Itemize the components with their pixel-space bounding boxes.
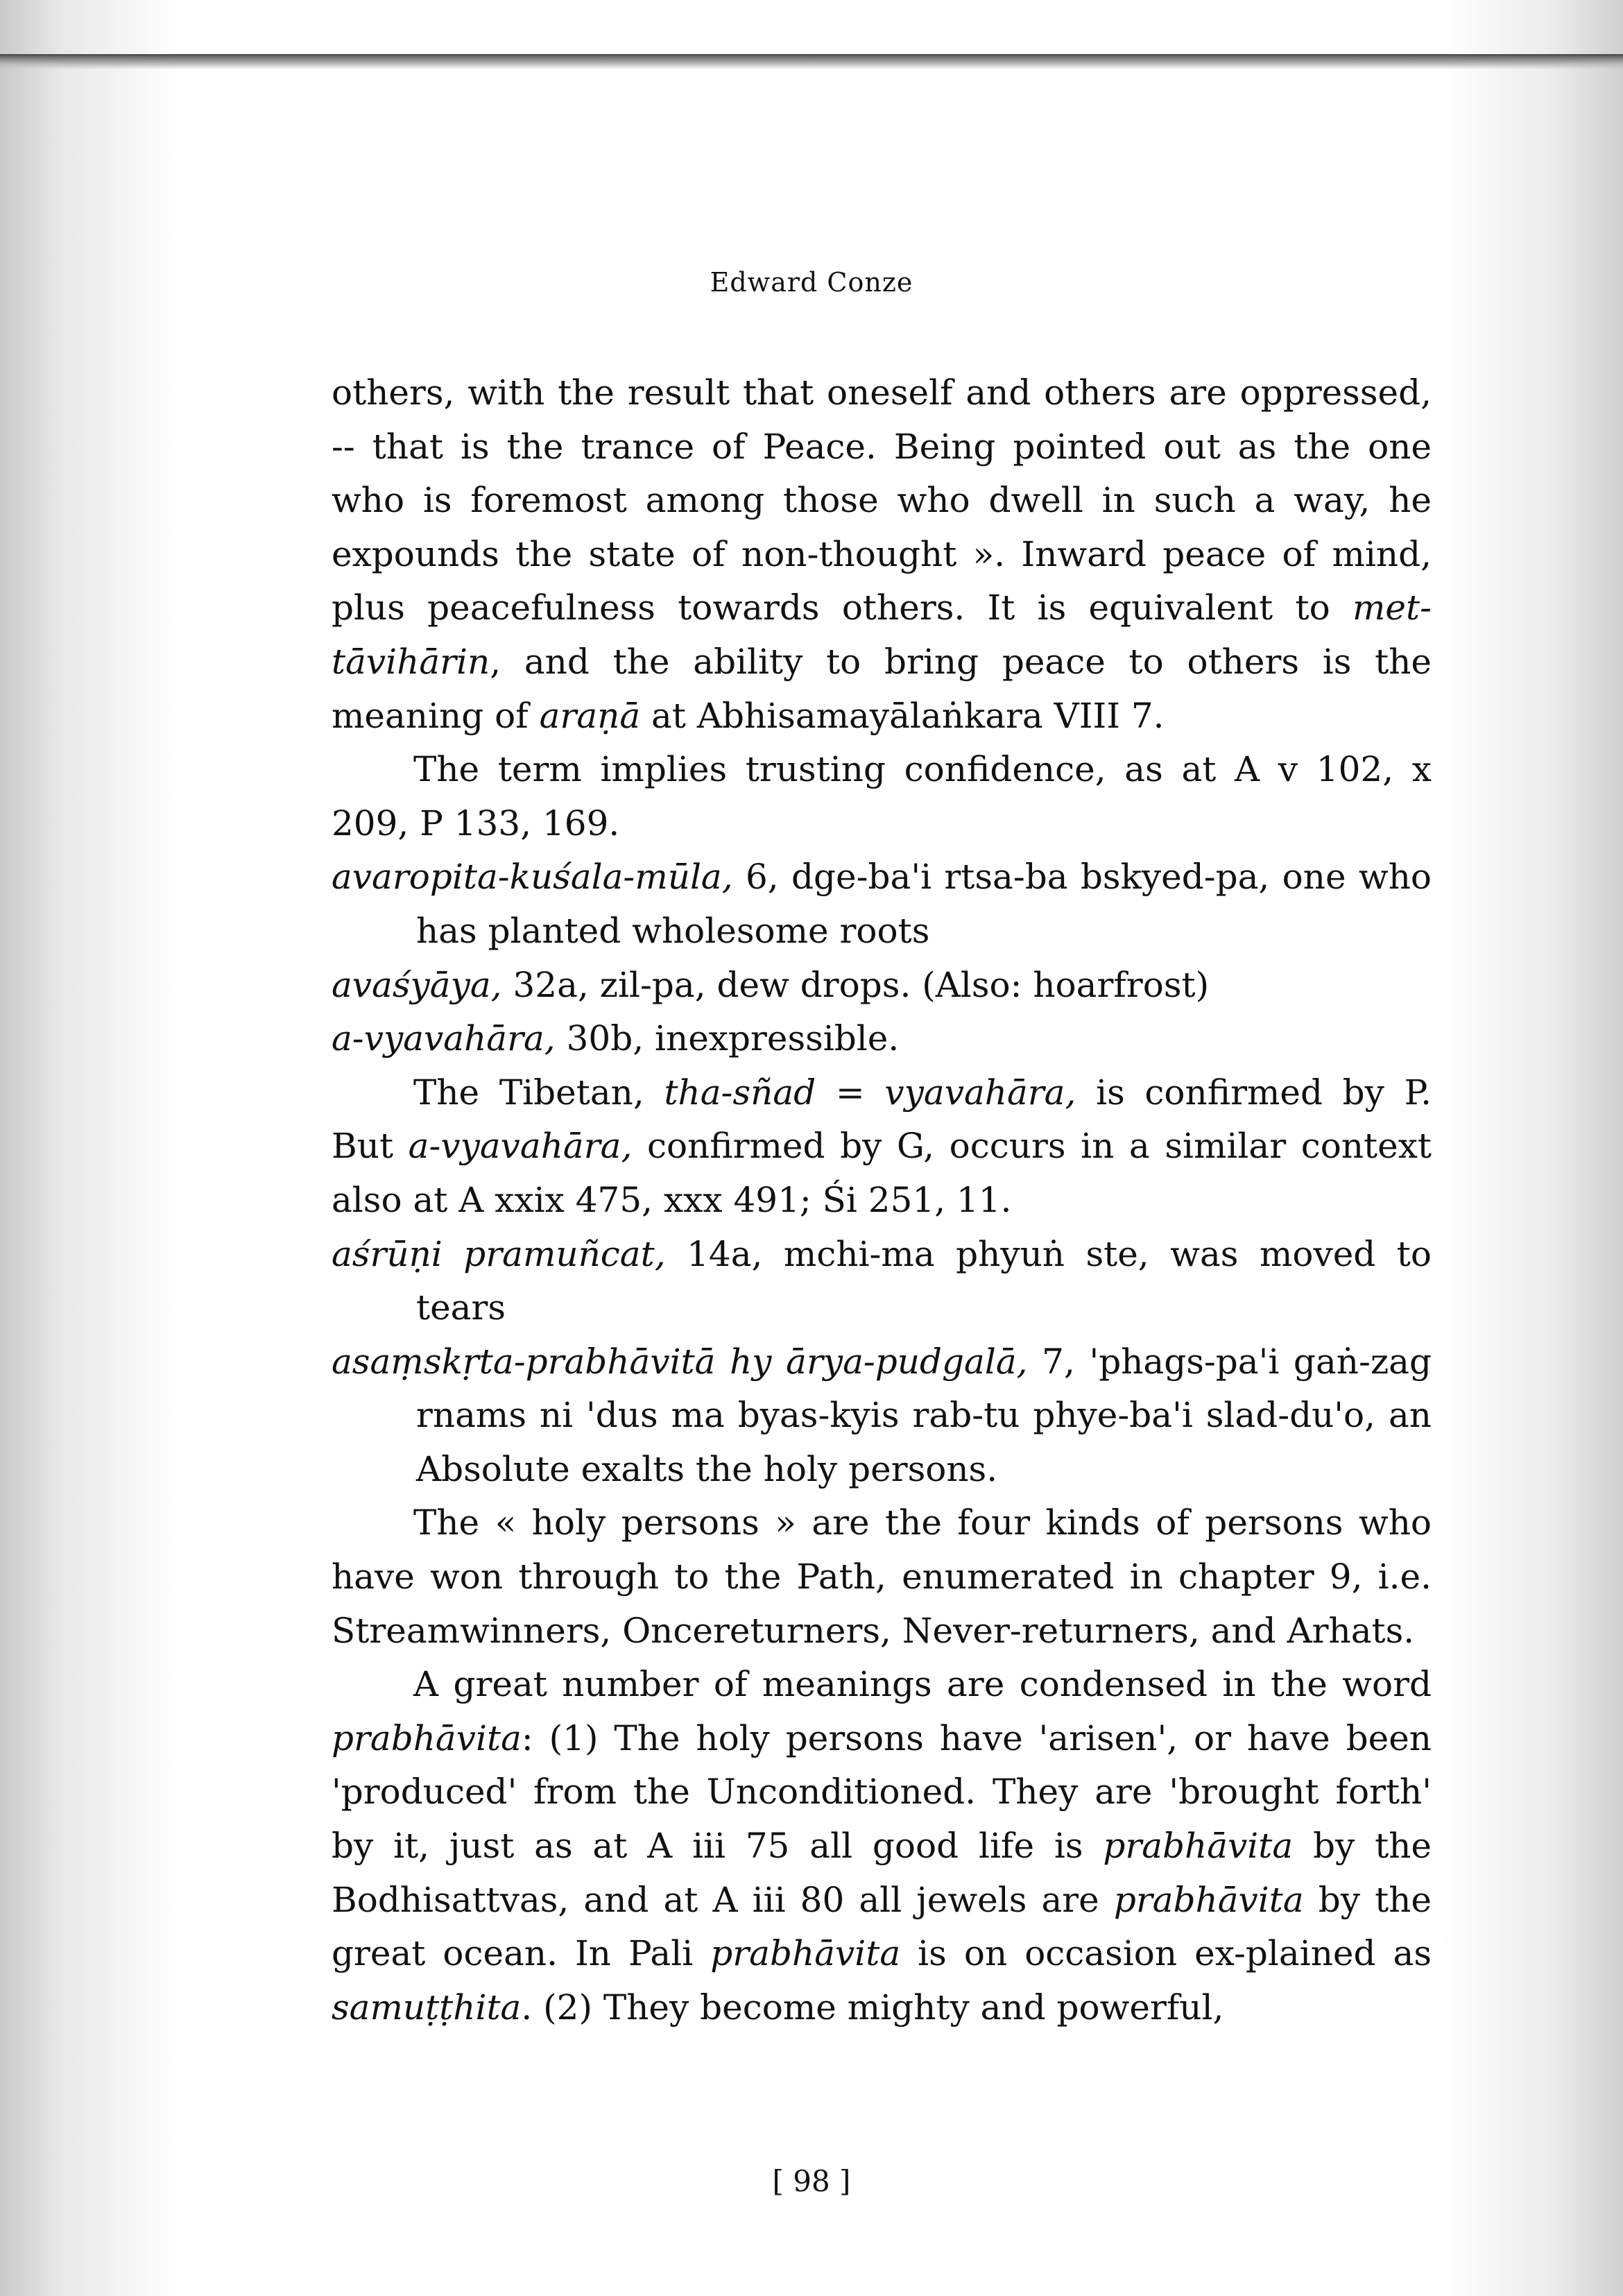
entry-asruni: aśrūṇi pramuñcat, 14a, mchi-ma phyuṅ ste, was moved to tears (332, 1233, 1432, 1328)
paragraph-trance-of-peace: others, with the result that oneself and others are oppressed, -- that is the trance of Peace. Being pointed out as the one who is foremost among those who dwell in such a way, he expounds the state of non-thought ». Inward peace of mind, plus peacefulness towards others. It is equivalent to met-tāvihārin, and the ability to bring peace to others is the meaning of araṇā at Abhisamayālaṅkara VIII 7. (332, 372, 1432, 736)
paragraph-trusting-confidence: The term implies trusting confidence, as at A v 102, x 209, P 133, 169. (332, 749, 1432, 843)
entry-avaropita: avaropita-kuśala-mūla, 6, dge-ba'i rtsa-ba bskyed-pa, one who has planted wholesome roots (332, 857, 1432, 951)
paragraph-prabhavita: A great number of meanings are condensed in the word prabhāvita: (1) The holy persons have 'arisen', or have been 'produced' from the Unconditioned. They are 'brought forth' by it, just as at A iii 75 all good life is prabhāvita by the Bodhisattvas, and at A iii 80 all jewels are prabhāvita by the great ocean. In Pali prabhāvita is on occasion ex-plained as samuṭṭhita. (2) They become mighty and powerful, (332, 1664, 1432, 2028)
paragraph-tibetan-note: The Tibetan, tha-sñad = vyavahāra, is confirmed by P. But a-vyavahāra, confirmed by G, occurs in a similar context also at A xxix 475, xxx 491; Śi 251, 11. (332, 1072, 1432, 1220)
paragraph-holy-persons: The « holy persons » are the four kinds of persons who have won through to the Path, enumerated in chapter 9, i.e. Streamwinners, Oncereturners, Never-returners, and Arhats. (332, 1502, 1432, 1651)
body-text (332, 366, 1432, 2034)
page-number: [ 98 ] (772, 2164, 851, 2198)
entry-avasyaya: avaśyāya, 32a, zil-pa, dew drops. (Also: hoarfrost) (332, 964, 1210, 1005)
entry-asamskrta: asaṃskṛta-prabhāvitā hy ārya-pudgalā, 7, 'phags-pa'i gaṅ-zag rnams ni 'dus ma byas-kyis rab-tu phye-ba'i slad-du'o, an Absolute exalts the holy persons. (332, 1341, 1432, 1489)
entry-avyavahara: a-vyavahāra, 30b, inexpressible. (332, 1018, 900, 1059)
running-head: Edward Conze (710, 267, 913, 298)
scan-edge-shadow (0, 54, 1623, 69)
